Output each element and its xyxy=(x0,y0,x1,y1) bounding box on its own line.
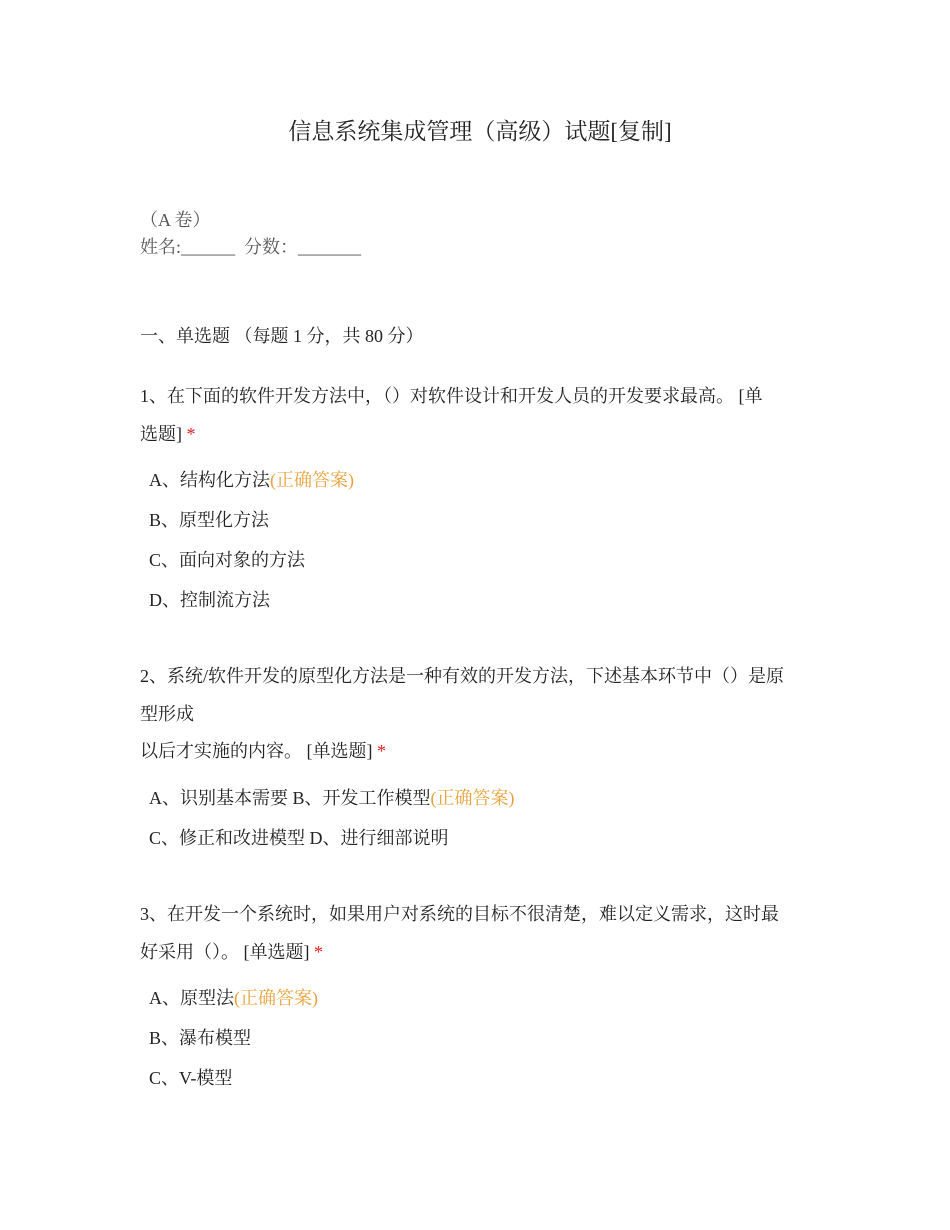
question-1-line-2 xyxy=(140,422,196,446)
required-mark: * xyxy=(377,741,386,761)
option[interactable]: C、面向对象的方法 xyxy=(149,550,306,570)
question-text: 以后才实施的内容。 [单选题] xyxy=(140,741,373,761)
required-mark: * xyxy=(314,942,323,962)
correct-answer-label: (正确答案) xyxy=(234,988,318,1008)
required-mark: * xyxy=(186,424,196,444)
name-field: 姓名:______ xyxy=(140,237,236,257)
option-text: A、原型法 xyxy=(149,988,234,1008)
question-2-line-3 xyxy=(140,739,386,763)
question-2-line-1: 2、系统/软件开发的原型化方法是一种有效的开发方法，下述基本环节中（）是原 xyxy=(140,666,784,686)
option[interactable]: B、瀑布模型 xyxy=(149,1028,252,1048)
option[interactable]: C、V-模型 xyxy=(149,1068,233,1088)
question-3-line-2 xyxy=(140,940,323,964)
question-1-line-1: 1、在下面的软件开发方法中，（）对软件设计和开发人员的开发要求最高。 [单 xyxy=(140,386,763,406)
correct-answer-label: (正确答案) xyxy=(430,788,515,808)
page-title: 信息系统集成管理（高级）试题[复制] xyxy=(288,119,672,144)
option-text: A、识别基本需要 B、开发工作模型 xyxy=(149,788,431,808)
score-field: 分数：_______ xyxy=(244,237,362,257)
correct-answer-label: (正确答案) xyxy=(270,470,354,490)
question-text: 选题] xyxy=(140,424,182,444)
option[interactable] xyxy=(149,986,318,1010)
option[interactable] xyxy=(149,468,354,492)
option[interactable] xyxy=(149,786,515,810)
name-score-line xyxy=(140,235,361,259)
question-text: 好采用（）。 [单选题] xyxy=(140,942,310,962)
section-title: 一、单选题 （每题 1 分，共 80 分） xyxy=(140,326,424,346)
option[interactable]: C、修正和改进模型 D、进行细部说明 xyxy=(149,828,449,848)
option[interactable]: B、原型化方法 xyxy=(149,510,270,530)
question-3-line-1: 3、在开发一个系统时，如果用户对系统的目标不很清楚，难以定义需求，这时最 xyxy=(140,904,779,924)
option-text: A、结构化方法 xyxy=(149,470,270,490)
option[interactable]: D、控制流方法 xyxy=(149,590,270,610)
paper-label: （A 卷） xyxy=(140,210,211,230)
question-2-line-2: 型形成 xyxy=(140,704,194,724)
